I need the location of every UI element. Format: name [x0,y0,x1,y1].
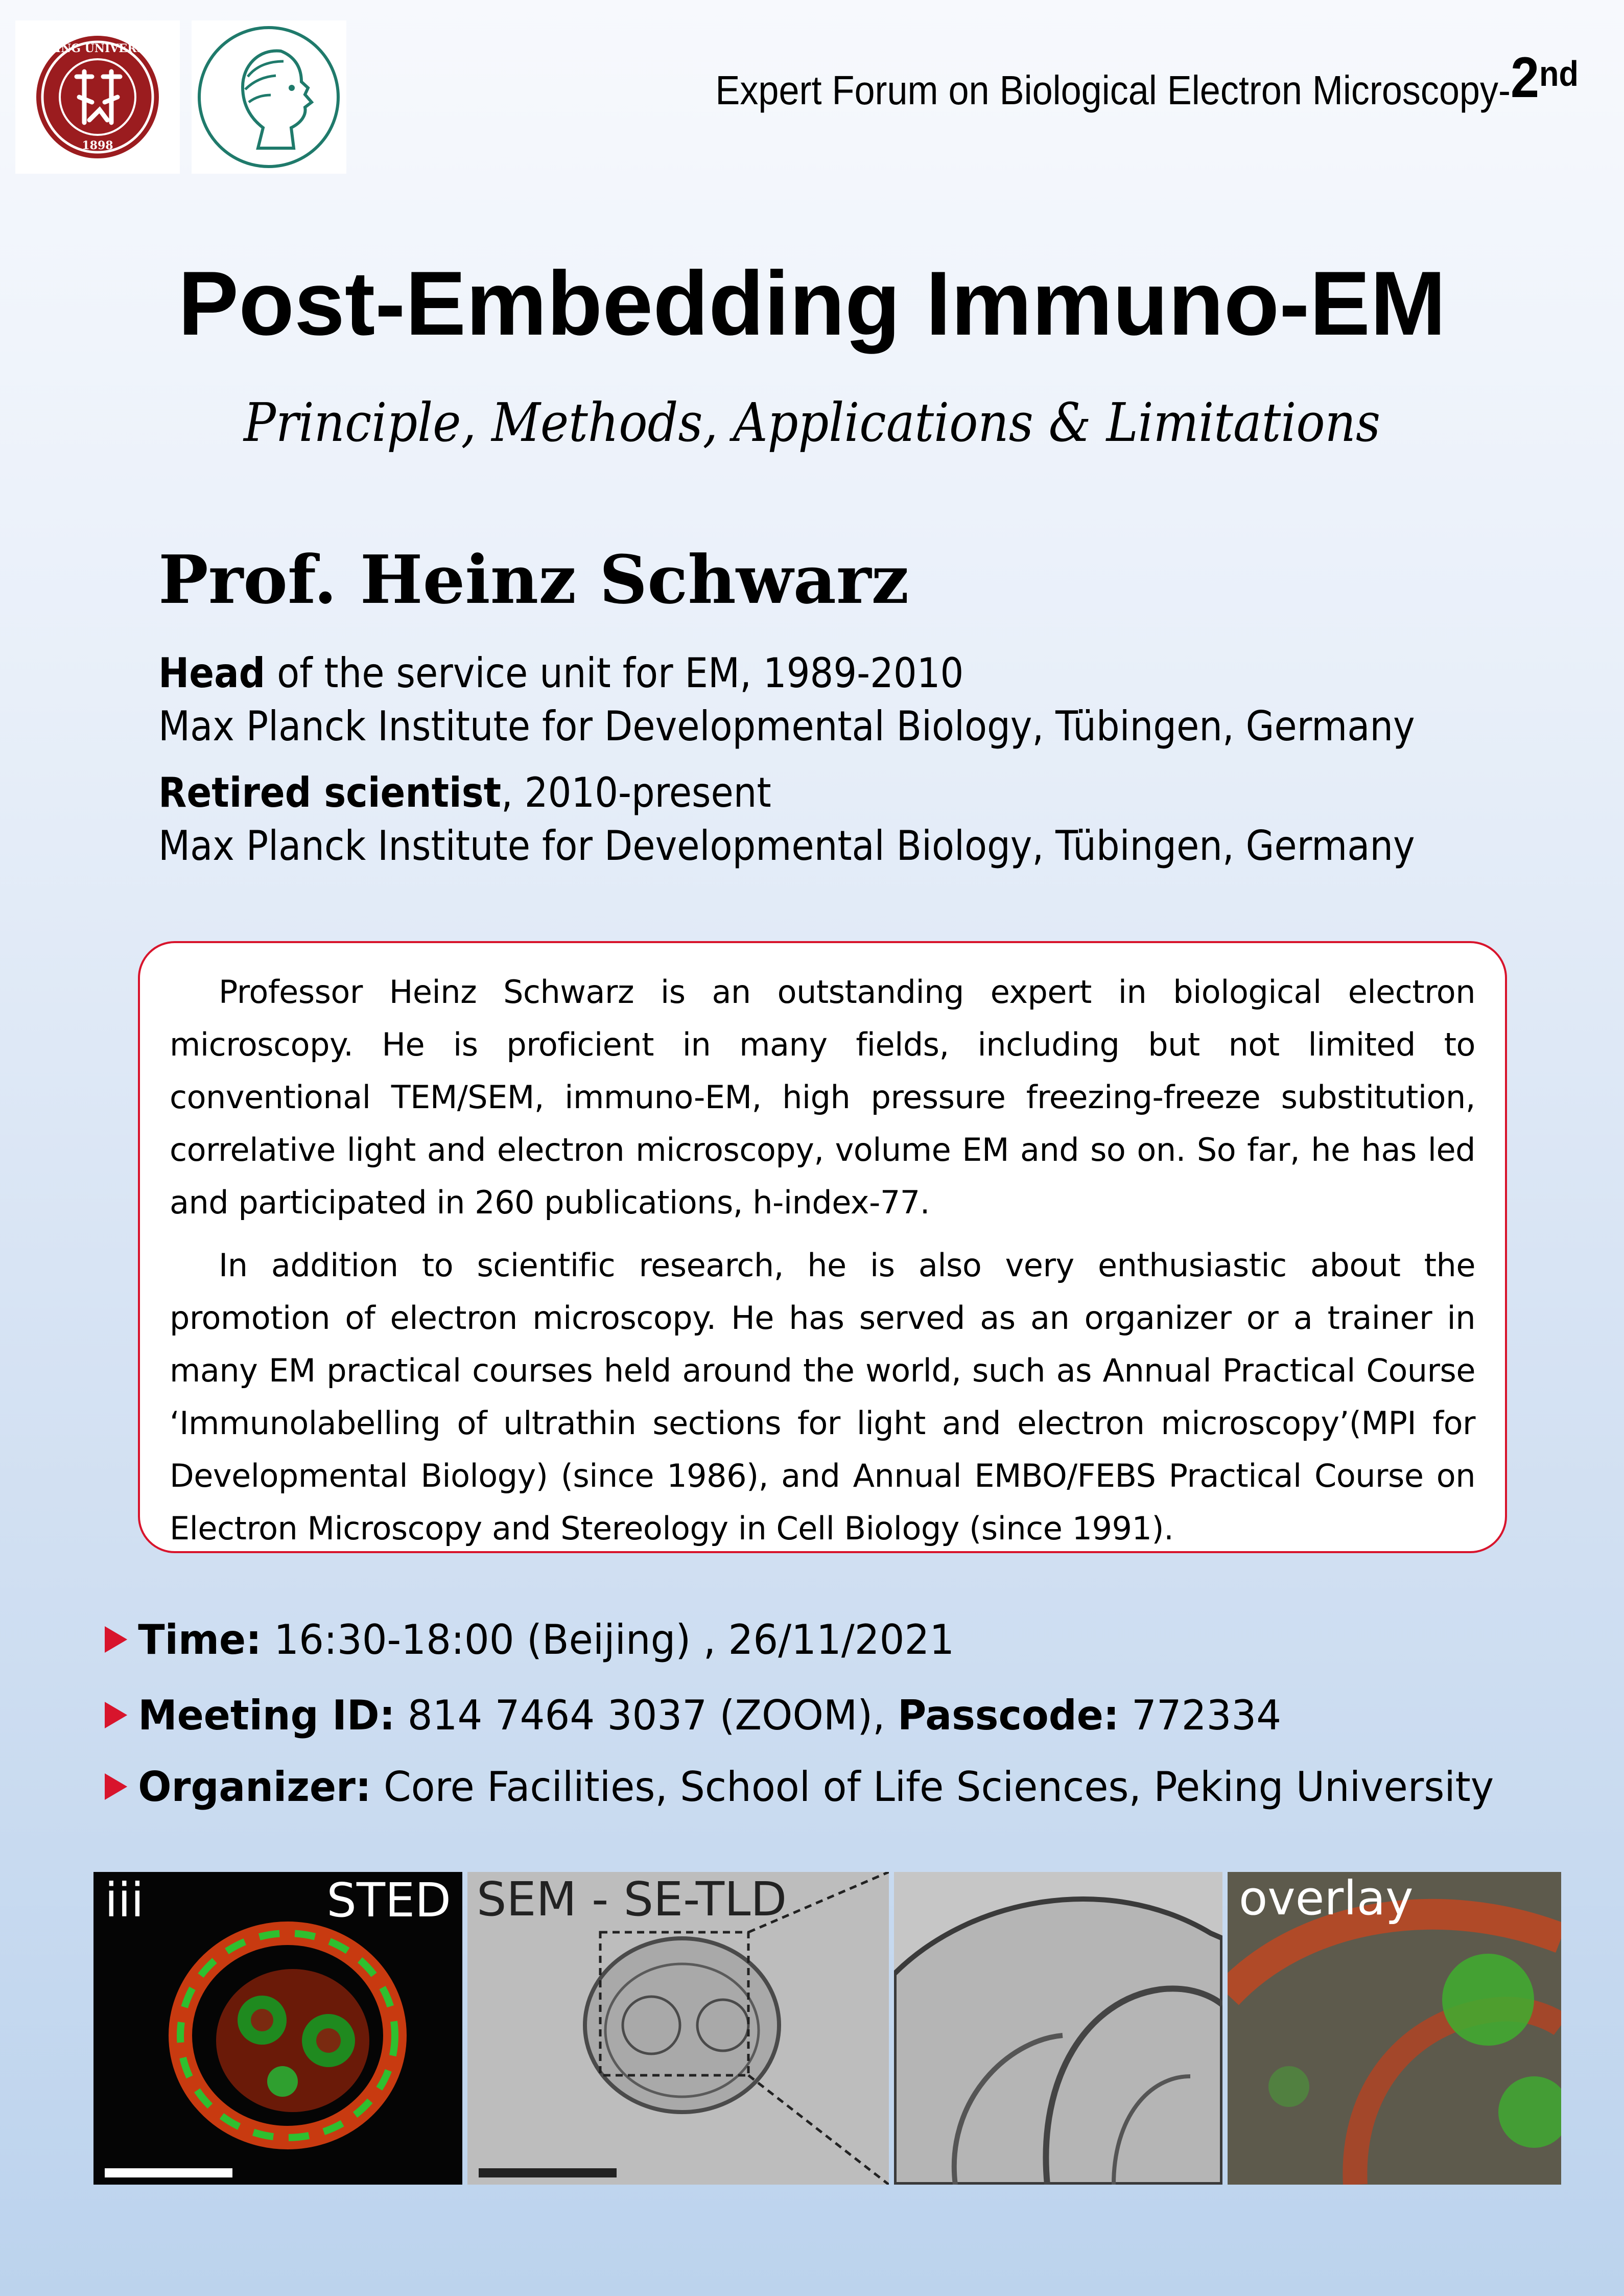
event-organizer [105,1763,1494,1811]
panel-label-overlay: overlay [1239,1872,1414,1926]
time-value: 16:30-18:00 (Beijing) , 26/11/2021 [261,1616,955,1664]
passcode-label: Passcode: [898,1692,1119,1739]
bio-paragraph: In addition to scientific research, he is also very enthusiastic about the promotion of electron microscopy. He has served as an organizer or a trainer in many EM practical courses held around the world, such as Annual Practical Course ‘Immunolabelling of ultrathin sections for light and electron microscopy’(MPI for Developmental Biology) (since 1986), and Annual EMBO/FEBS Practical Course on Electron Microscopy and Stereology in Cell Biology (since 1991). [170,1247,1475,1547]
sem-zoom-image [894,1872,1222,2185]
event-meeting [105,1692,1282,1739]
affiliation-2-institute: Max Planck Institute for Developmental Biology, Tübingen, Germany [158,822,1415,870]
minerva-head-icon [192,20,346,174]
arrow-bullet-icon [105,1702,127,1728]
speaker-name: Prof. Heinz Schwarz [158,541,909,619]
affiliation-2-title: Retired scientist [158,769,501,816]
page-title: Post-Embedding Immuno-EM [178,252,1446,354]
passcode-value: 772334 [1119,1692,1282,1739]
panel-label-sem: SEM - SE-TLD [477,1872,787,1927]
meeting-value: 814 7464 3037 (ZOOM), [395,1692,898,1739]
overlay-image [1228,1872,1561,2185]
sted-image [93,1872,462,2185]
max-planck-logo [192,20,346,174]
affiliation-2-role [158,769,771,816]
meeting-label: Meeting ID: [138,1692,395,1739]
svg-text:1898: 1898 [82,139,113,152]
organizer-value: Core Facilities, School of Life Sciences, Peking University [371,1763,1494,1811]
page-subtitle: Principle, Methods, Applications & Limitations [244,391,1380,454]
peking-university-logo [15,20,180,174]
affiliation-2-detail: , 2010-present [501,769,771,816]
forum-title [710,45,1579,113]
affiliation-1-role [158,649,964,697]
forum-edition-suffix: nd [1539,54,1579,93]
forum-edition-number: 2 [1510,45,1540,109]
forum-name: Expert Forum on Biological Electron Microscopy- [715,67,1511,113]
arrow-bullet-icon [105,1773,127,1800]
affiliation-1-institute: Max Planck Institute for Developmental Biology, Tübingen, Germany [158,702,1415,750]
time-label: Time: [138,1616,262,1664]
arrow-bullet-icon [105,1626,127,1653]
panel-label-sted: STED [326,1873,451,1928]
bio-box [138,941,1507,1553]
organizer-label: Organizer: [138,1763,371,1811]
sem-zoom-cell-icon [894,1872,1222,2185]
peking-university-seal-icon [15,20,180,174]
sem-image [467,1872,889,2185]
affiliation-1-detail: of the service unit for EM, 1989-2010 [265,649,964,697]
event-time [105,1616,955,1664]
affiliation-1-title: Head [158,649,266,697]
svg-text:PEKING UNIVERSITY: PEKING UNIVERSITY [29,42,167,55]
forum-edition [1511,45,1579,109]
bio-paragraph: Professor Heinz Schwarz is an outstanding expert in biological electron microscopy. He is proficient in many fields, including but not limited to conventional TEM/SEM, immuno-EM, high pressure freezing-freeze substitution, correlative light and electron microscopy, volume EM and so on. So far, he has led and participated in 260 publications, h-index-77. [170,973,1475,1221]
panel-label-iii: iii [105,1873,144,1928]
